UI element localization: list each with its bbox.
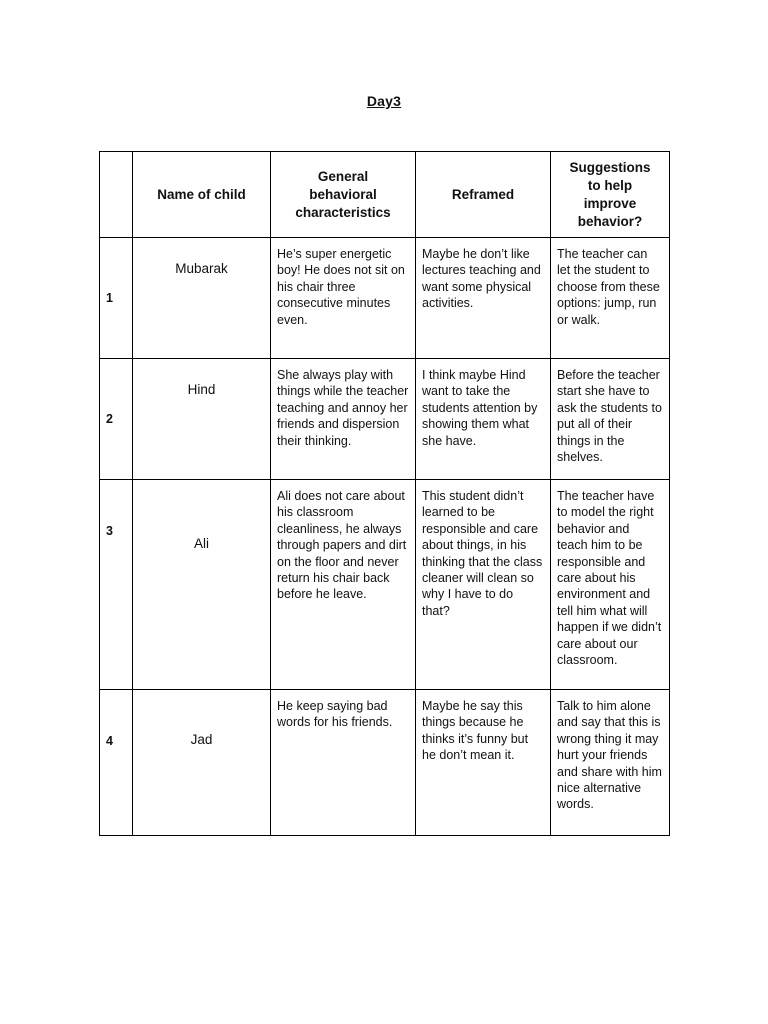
- suggestions-cell: Before the teacher start she have to ask the students to put all of their things in the shelves.: [551, 359, 670, 480]
- table-row: [100, 359, 670, 480]
- child-name: Ali: [193, 536, 209, 551]
- table-row: [100, 690, 670, 836]
- suggestions-cell: Talk to him alone and say that this is wrong thing it may hurt your friends and share with him nice alternative words.: [551, 690, 670, 836]
- child-name: Jad: [190, 732, 213, 747]
- child-name-cell: [133, 690, 271, 836]
- reframed-cell: I think maybe Hind want to take the students attention by showing them what she have.: [416, 359, 551, 480]
- table-row: [100, 238, 670, 359]
- row-number: 2: [100, 359, 133, 480]
- reframed-cell: This student didn’t learned to be responsible and care about things, in his thinking that the class cleaner will clean so why I have to do that?: [416, 480, 551, 690]
- child-name-cell: [133, 238, 271, 359]
- header-reframed: Reframed: [416, 152, 551, 238]
- general-characteristics-cell: She always play with things while the teacher teaching and annoy her friends and dispersion their thinking.: [271, 359, 416, 480]
- general-characteristics-cell: He keep saying bad words for his friends.: [271, 690, 416, 836]
- child-name: Mubarak: [175, 261, 228, 276]
- child-name: Hind: [187, 382, 216, 397]
- row-number: 1: [100, 238, 133, 359]
- general-characteristics-cell: He’s super energetic boy! He does not sit on his chair three consecutive minutes even.: [271, 238, 416, 359]
- suggestions-cell: The teacher have to model the right behavior and teach him to be responsible and care about his environment and tell him what will happen if we didn’t care about our classroom.: [551, 480, 670, 690]
- table-row: [100, 480, 670, 690]
- table-header-row: [100, 152, 670, 238]
- child-name-cell: [133, 480, 271, 690]
- row-number: 3: [100, 480, 133, 690]
- row-number: 4: [100, 690, 133, 836]
- child-name-cell: [133, 359, 271, 480]
- header-number: [100, 152, 133, 238]
- behavior-table: [99, 151, 670, 836]
- header-general-characteristics: General behavioral characteristics: [271, 152, 416, 238]
- header-suggestions: Suggestions to help improve behavior?: [551, 152, 670, 238]
- reframed-cell: Maybe he don’t like lectures teaching and want some physical activities.: [416, 238, 551, 359]
- header-name-of-child: Name of child: [133, 152, 271, 238]
- suggestions-cell: The teacher can let the student to choose from these options: jump, run or walk.: [551, 238, 670, 359]
- document-title: Day3: [366, 93, 402, 109]
- general-characteristics-cell: Ali does not care about his classroom cleanliness, he always through papers and dirt on the floor and never return his chair back before he leave.: [271, 480, 416, 690]
- reframed-cell: Maybe he say this things because he thinks it’s funny but he don’t mean it.: [416, 690, 551, 836]
